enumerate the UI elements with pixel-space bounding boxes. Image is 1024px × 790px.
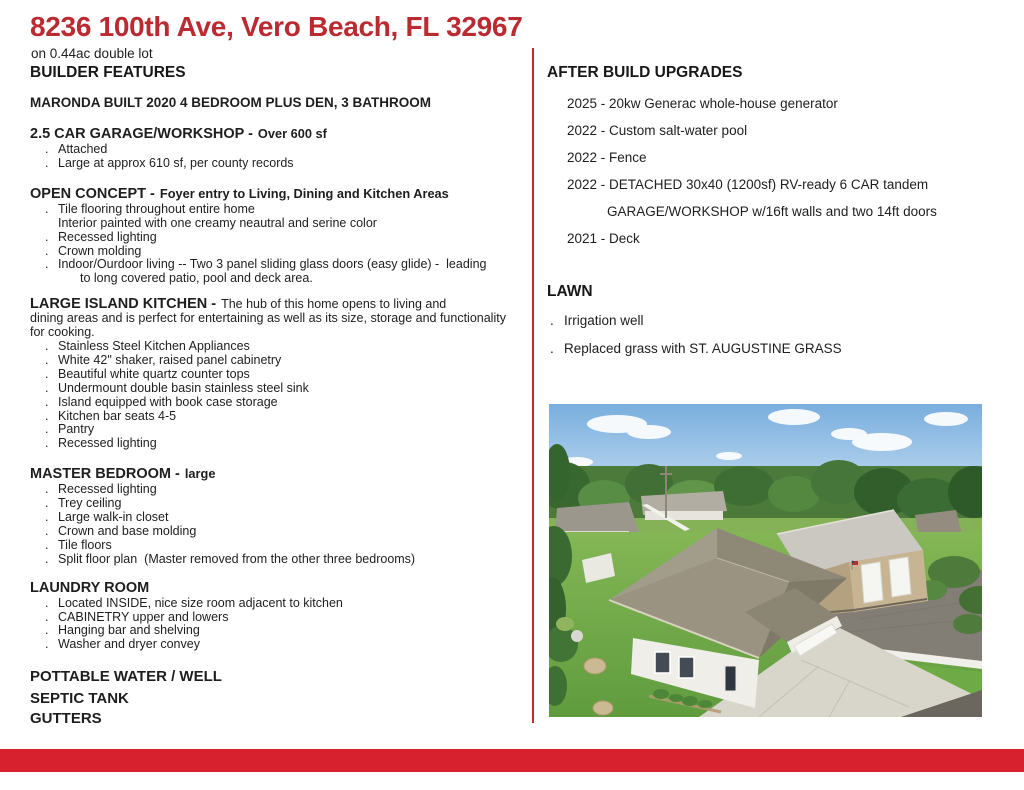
bullet-item [30, 611, 530, 625]
bullet-item [30, 157, 530, 171]
section-title-text: OPEN CONCEPT - [30, 185, 155, 202]
bullet-item [30, 624, 530, 638]
section-kitchen-bullets [30, 340, 530, 451]
bullet-dot: . [45, 422, 49, 437]
upgrade-item: 2022 - Custom salt-water pool [567, 123, 748, 138]
bullet-dot: . [45, 408, 49, 423]
bullet-item [30, 423, 530, 437]
bullet-text: Large at approx 610 sf, per county records [58, 155, 294, 170]
bullet-dot: . [45, 142, 49, 156]
bullet-text: Split floor plan (Master removed from the other three bedrooms) [58, 551, 416, 566]
bullet-dot: . [45, 257, 49, 272]
bullet-text: Hanging bar and shelving [58, 623, 200, 638]
bullet-text: Undermount double basin stainless steel sink [58, 380, 309, 395]
bullet-text: CABINETRY upper and lowers [58, 609, 229, 624]
bullet-text: to long covered patio, pool and deck area. [80, 271, 313, 286]
bullet-item [30, 368, 530, 382]
bullet-item [547, 341, 999, 357]
bullet-item [30, 258, 530, 272]
bullet-item [30, 143, 530, 157]
bullet-text: Recessed lighting [58, 482, 157, 497]
bullet-text: White 42" shaker, raised panel cabinetry [58, 352, 282, 367]
bullet-text: Located INSIDE, nice size room adjacent to kitchen [58, 595, 343, 610]
bullet-text: Indoor/Ourdoor living -- Two 3 panel sliding glass doors (easy glide) - leading [58, 257, 487, 272]
bullet-text: Recessed lighting [58, 229, 157, 244]
feature-pottable-water: POTTABLE WATER / WELL [30, 668, 222, 686]
section-laundry [30, 579, 530, 653]
bullet-dot: . [45, 537, 49, 552]
bullet-text: Trey ceiling [58, 496, 122, 511]
bullet-text: Pantry [58, 422, 95, 437]
bullet-dot: . [45, 609, 49, 624]
section-subtitle-text: large [184, 466, 216, 482]
bullet-item [30, 497, 530, 511]
bullet-item [547, 313, 999, 329]
upgrades-column [547, 64, 999, 357]
section-title-text: 2.5 CAR GARAGE/WORKSHOP - [30, 126, 253, 142]
bullet-dot: . [45, 352, 49, 367]
bullet-item [30, 231, 530, 245]
bullet-item [30, 539, 530, 553]
bullet-item [30, 511, 530, 525]
bullet-text: Island equipped with book case storage [58, 394, 278, 409]
bullet-item [30, 396, 530, 410]
column-divider [532, 48, 534, 723]
bullet-text: Washer and dryer convey [58, 637, 200, 652]
bullet-text: Crown molding [58, 243, 142, 258]
bullet-item-continuation [30, 272, 530, 286]
bullet-item [30, 483, 530, 497]
section-garage [30, 125, 530, 171]
aerial-photo [549, 404, 982, 717]
bullet-dot: . [45, 380, 49, 395]
section-title-text: MASTER BEDROOM - [30, 466, 180, 483]
kitchen-desc-line: for cooking. [30, 325, 95, 340]
upgrade-item: 2022 - DETACHED 30x40 (1200sf) RV-ready 6 CAR tandem [567, 177, 929, 192]
bullet-dot: . [45, 637, 49, 652]
bullet-dot: . [45, 523, 49, 538]
section-laundry-title [30, 579, 530, 597]
built-line: MARONDA BUILT 2020 4 BEDROOM PLUS DEN, 3 BATHROOM [30, 95, 432, 110]
feature-septic-tank: SEPTIC TANK [30, 690, 129, 708]
upgrade-item: 2022 - Fence [567, 150, 647, 165]
bullet-dot: . [45, 595, 49, 610]
bullet-item [30, 597, 530, 611]
bullet-dot: . [45, 394, 49, 409]
bullet-item-continuation [30, 217, 530, 231]
well-tank [571, 630, 583, 642]
footer-accent-bar [0, 749, 1024, 772]
bullet-dot: . [45, 623, 49, 638]
bullet-item [30, 525, 530, 539]
section-title-text: LAUNDRY ROOM [30, 579, 150, 596]
section-open-concept [30, 185, 530, 286]
bullet-item [30, 638, 530, 652]
bullet-text: Attached [58, 142, 108, 156]
bullet-dot: . [45, 436, 49, 451]
bullet-text: Large walk-in closet [58, 510, 169, 525]
bullet-dot: . [550, 341, 554, 356]
bullet-text: Recessed lighting [58, 436, 157, 451]
kitchen-desc-line: The hub of this home opens to living and [221, 297, 447, 312]
bullet-item [30, 437, 530, 451]
bullet-dot: . [45, 201, 49, 216]
bullet-dot: . [45, 482, 49, 497]
bullet-dot: . [45, 229, 49, 244]
page-title: 8236 100th Ave, Vero Beach, FL 32967 [30, 11, 523, 42]
bullet-dot: . [45, 510, 49, 525]
section-title-text: LARGE ISLAND KITCHEN - [30, 296, 217, 313]
bullet-dot: . [45, 366, 49, 381]
bullet-item [30, 203, 530, 217]
section-master-title [30, 465, 530, 483]
after-build-upgrades-heading: AFTER BUILD UPGRADES [547, 64, 743, 81]
kitchen-desc-line: dining areas and is perfect for entertaining as well as its size, storage and functionality [30, 311, 506, 326]
builder-features-heading: BUILDER FEATURES [30, 64, 186, 81]
upgrade-item: 2021 - Deck [567, 231, 640, 246]
bullet-dot: . [45, 243, 49, 258]
upgrade-item: 2025 - 20kw Generac whole-house generator [567, 96, 838, 111]
section-master-bedroom [30, 465, 530, 566]
bullet-text: Interior painted with one creamy neautral and serine color [58, 215, 377, 230]
bullet-text: Beautiful white quartz counter tops [58, 366, 250, 381]
page-subtitle: on 0.44ac double lot [31, 46, 153, 61]
section-open-concept-title [30, 185, 530, 203]
bullet-text: Crown and base molding [58, 523, 197, 538]
bullet-text: Replaced grass with ST. AUGUSTINE GRASS [564, 341, 842, 356]
section-kitchen-intro [30, 298, 530, 340]
bullet-dot: . [45, 551, 49, 566]
section-subtitle-text: Over 600 sf [257, 126, 327, 141]
bullet-dot: . [45, 155, 49, 170]
bullet-text: Kitchen bar seats 4-5 [58, 408, 177, 423]
bullet-item [30, 354, 530, 368]
bullet-item [30, 382, 530, 396]
lawn-heading: LAWN [547, 283, 593, 300]
section-garage-title [30, 125, 530, 143]
bullet-dot: . [550, 313, 554, 328]
bullet-text: Stainless Steel Kitchen Appliances [58, 338, 250, 353]
bullet-dot: . [45, 338, 49, 353]
bullet-text: Tile floors [58, 537, 112, 552]
bullet-text: Irrigation well [564, 313, 644, 328]
bullet-text: Tile flooring throughout entire home [58, 201, 255, 216]
feature-gutters: GUTTERS [30, 710, 102, 728]
bullet-item [30, 245, 530, 259]
bullet-item [30, 410, 530, 424]
upgrade-item-continuation: GARAGE/WORKSHOP w/16ft walls and two 14ft doors [607, 204, 937, 219]
bullet-dot: . [45, 496, 49, 511]
bullet-item [30, 553, 530, 567]
builder-features-column [30, 64, 530, 728]
bullet-item [30, 340, 530, 354]
section-subtitle-text: Foyer entry to Living, Dining and Kitchen Areas [159, 185, 449, 201]
